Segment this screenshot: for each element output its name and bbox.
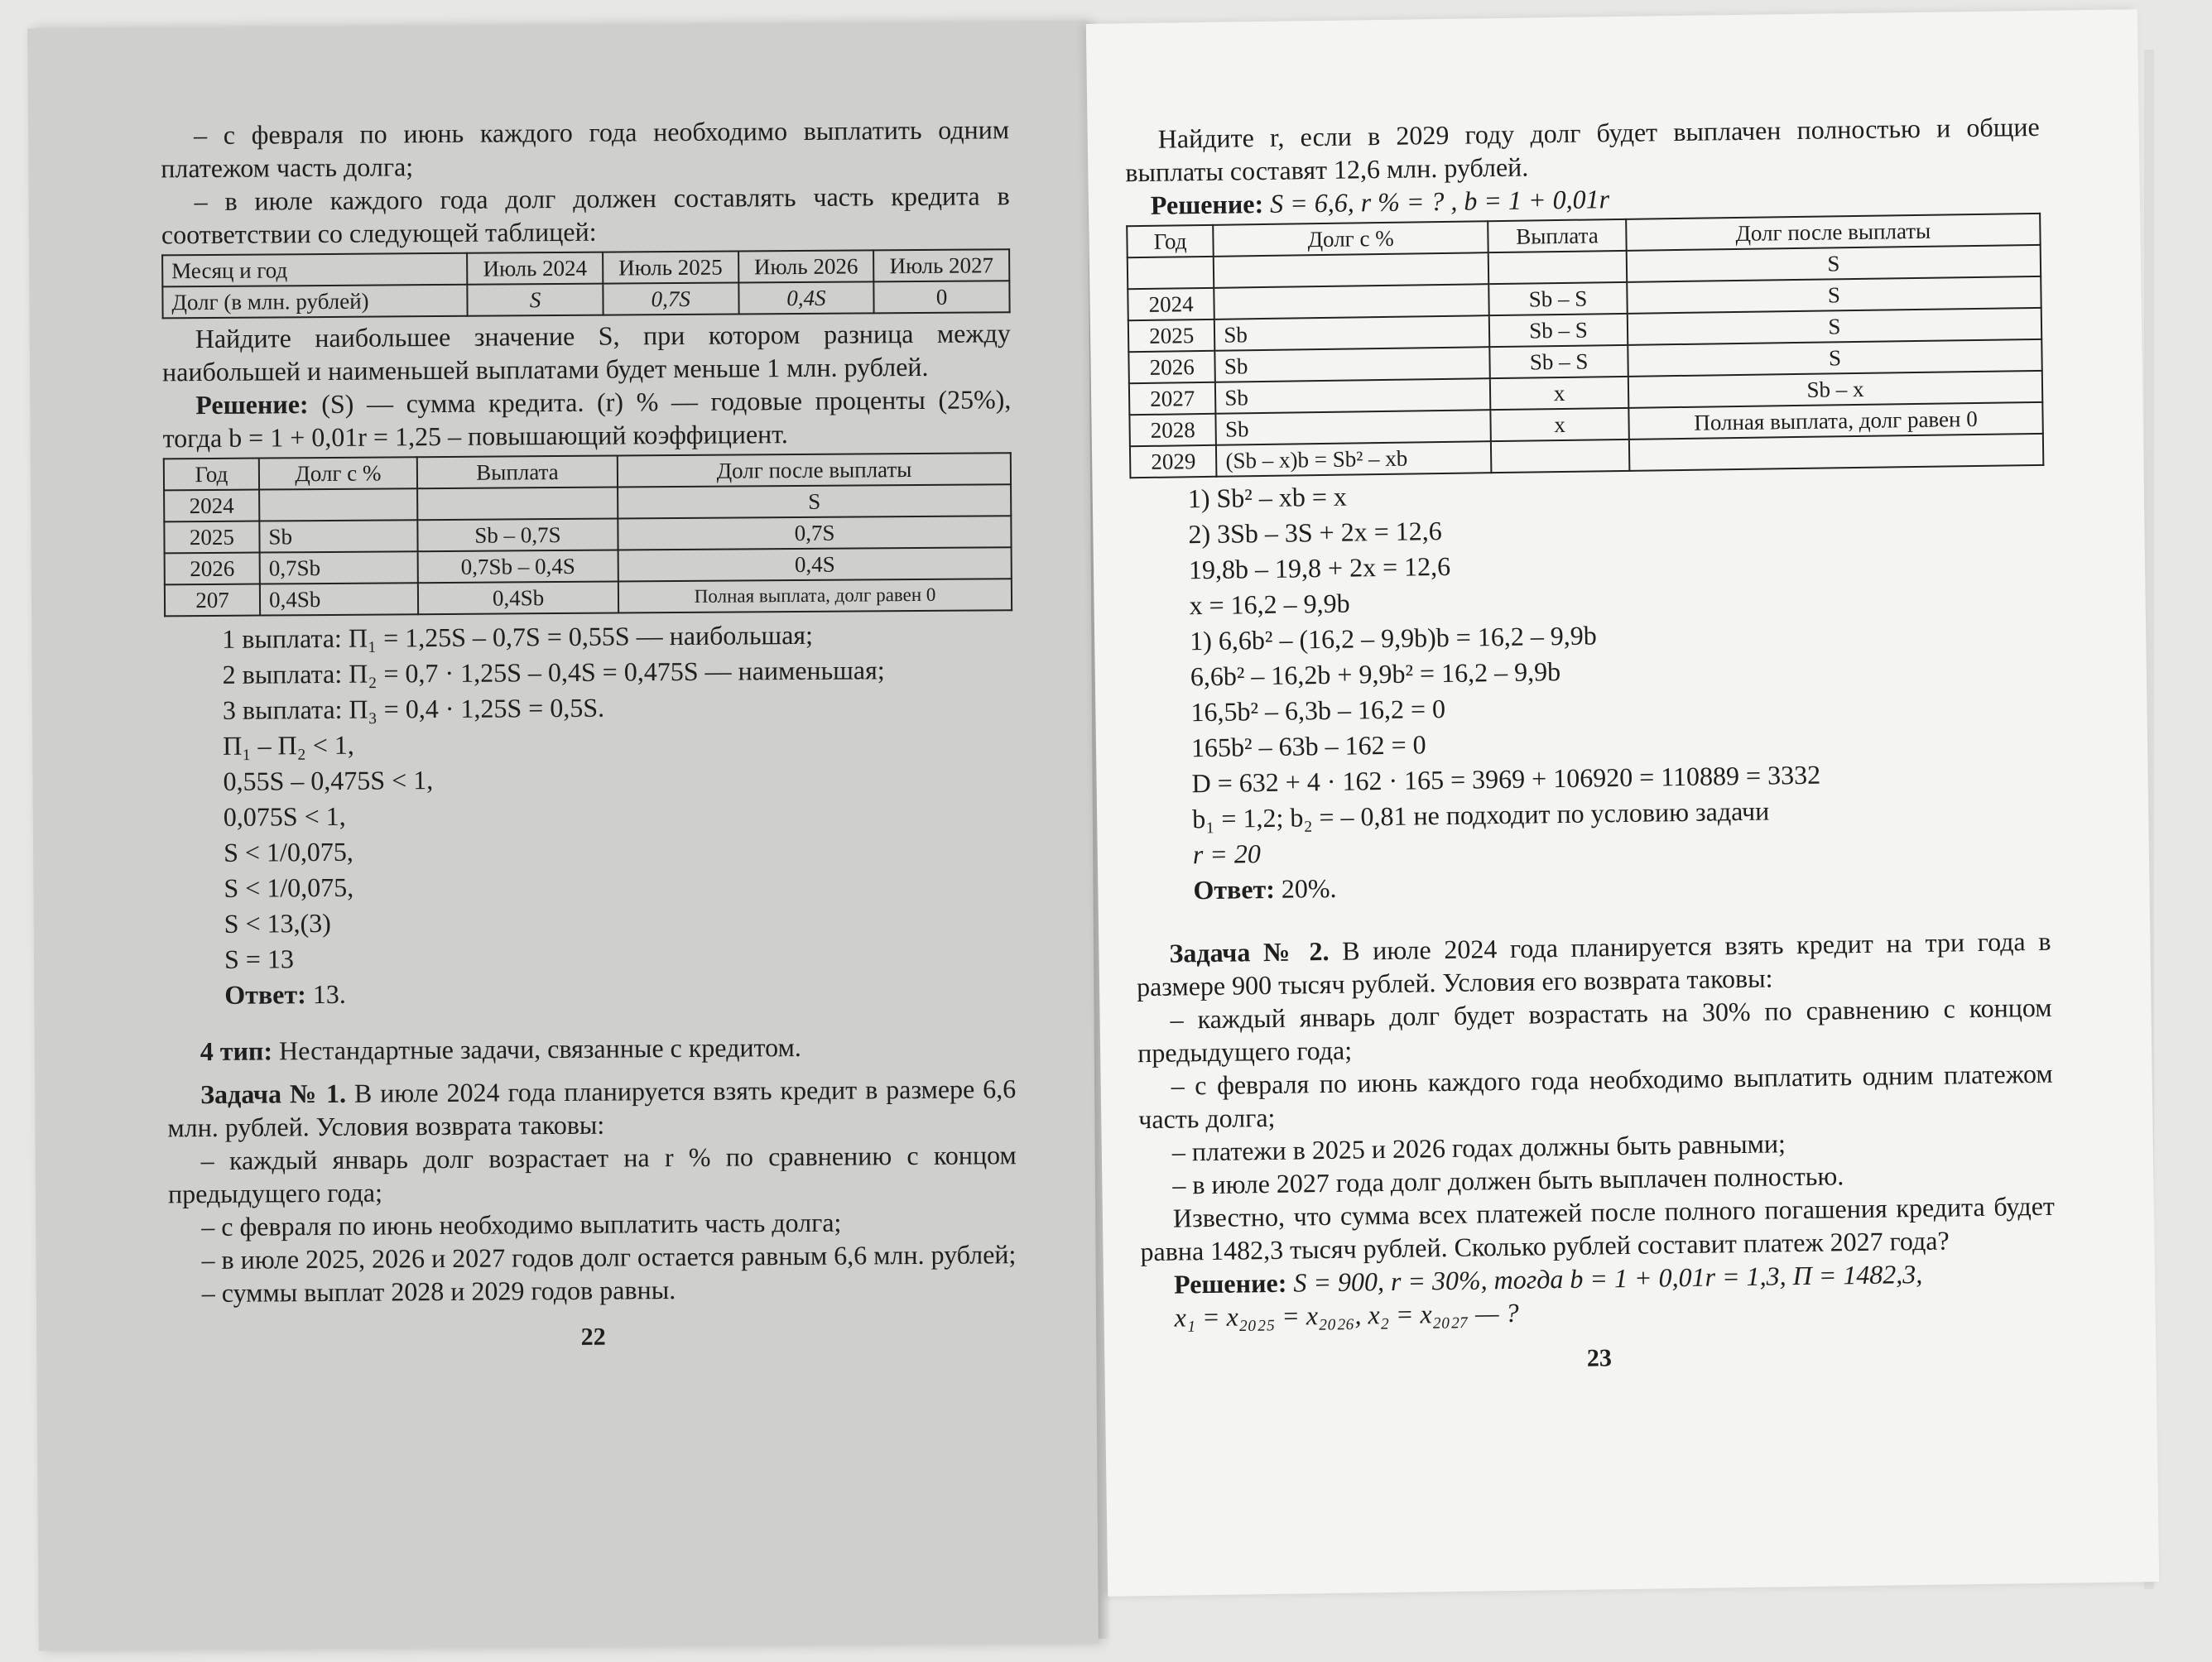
type4-heading bbox=[167, 1029, 1016, 1068]
table-cell bbox=[417, 488, 618, 521]
table-cell: 2024 bbox=[1128, 288, 1214, 320]
calc-line: 1) Sb² – xb = x bbox=[1187, 481, 1348, 514]
calc-line: 1) 6,6b² – (16,2 – 9,9b)b = 16,2 – 9,9b bbox=[1189, 620, 1598, 656]
table-cell: 0 bbox=[874, 281, 1010, 313]
calc-line: r = 20 bbox=[1192, 838, 1262, 870]
table-cell: S bbox=[1628, 308, 2042, 345]
task2-intro bbox=[1136, 925, 2051, 1003]
solution-label: Решение: bbox=[195, 389, 309, 420]
table-cell: x bbox=[1491, 408, 1629, 441]
table-cell: 2026 bbox=[1128, 351, 1215, 383]
right-page bbox=[1086, 9, 2159, 1597]
table-row bbox=[162, 281, 1009, 318]
table-cell bbox=[259, 488, 417, 521]
table-cell: 0,7Sb bbox=[260, 551, 418, 584]
right-question: Найдите r, если в 2029 году долг будет выплачен полностью и общие выплаты составят 12,6 млн. рублей. bbox=[1125, 111, 2040, 188]
table-row bbox=[165, 579, 1012, 616]
table-cell: Sb – S bbox=[1488, 282, 1627, 315]
task2-condition: – с февраля по июнь каждого года необходимо выплатить одним платежом часть долга; bbox=[1138, 1058, 2053, 1135]
calc-line: 2 выплата: П₂ = 0,7 · 1,25S – 0,4S = 0,475S — наименьшая; bbox=[222, 655, 885, 689]
left-question: Найдите наибольшее значение S, при котором разница между наибольшей и наименьшей выплатами будет меньше 1 млн. рублей. bbox=[161, 318, 1011, 387]
table-cell: Sb bbox=[1215, 347, 1490, 382]
table-cell bbox=[1214, 284, 1489, 319]
table-cell: 0,4Sb bbox=[418, 582, 619, 615]
left-calculations bbox=[164, 616, 1015, 1013]
table-cell: Sb bbox=[1214, 315, 1489, 351]
payment-table-right bbox=[1126, 213, 2044, 478]
task2-question: Известно, что сумма всех платежей после полного погашения кредита будет равна 1482,3 тысяч рублей. Сколько рублей составит платеж 2027 года? bbox=[1140, 1190, 2056, 1267]
task1-condition: – в июле 2025, 2026 и 2027 годов долг остается равным 6,6 млн. рублей; bbox=[201, 1239, 1017, 1275]
calc-line: S < 1/0,075, bbox=[224, 872, 354, 903]
calc-line: x = 16,2 – 9,9b bbox=[1189, 588, 1350, 621]
table-cell: S bbox=[1627, 245, 2041, 282]
calc-line: S < 1/0,075, bbox=[224, 836, 353, 867]
answer-value: 20%. bbox=[1281, 872, 1337, 904]
table-header: Долг после выплаты bbox=[618, 453, 1011, 487]
solution-text: S = 6,6, r % = ? , b = 1 + 0,01r bbox=[1269, 184, 1610, 219]
payment-table bbox=[163, 452, 1012, 617]
answer-line bbox=[166, 972, 1015, 1013]
table-cell: Sb bbox=[1216, 410, 1491, 445]
calc-line: П₁ – П₂ < 1, bbox=[223, 729, 354, 761]
table-cell: Sb bbox=[259, 520, 417, 552]
left-condition-2: – в июле каждого года долг должен составлять часть кредита в соответствии со следующей таблицей: bbox=[161, 180, 1010, 250]
calc-line: 3 выплата: П₃ = 0,4 · 1,25S = 0,5S. bbox=[222, 692, 605, 725]
answer-value: 13. bbox=[312, 978, 346, 1010]
task1-label: Задача № 1. bbox=[200, 1078, 347, 1110]
table-cell: 2026 bbox=[165, 553, 260, 585]
calc-line: D = 632 + 4 · 162 · 165 = 3969 + 106920 = 110889 = 3332 bbox=[1191, 759, 1821, 799]
table-cell: 0,4Sb bbox=[260, 583, 418, 615]
task2-condition: – в июле 2027 года долг должен быть выплачен полностью. bbox=[1172, 1160, 1844, 1200]
table-cell: 0,7S bbox=[603, 283, 738, 315]
left-solution bbox=[162, 382, 1012, 454]
task2-condition: – платежи в 2025 и 2026 годах должны быть равными; bbox=[1171, 1128, 1786, 1167]
table-header: Июль 2027 bbox=[873, 249, 1009, 281]
calc-line: 1 выплата: П₁ = 1,25S – 0,7S = 0,55S — наибольшая; bbox=[222, 619, 814, 654]
table-cell: Sb – x bbox=[1628, 371, 2043, 408]
table-cell: Sb – 0,7S bbox=[417, 519, 618, 552]
solution-text: S = 900, r = 30%, тогда b = 1 + 0,01r = 1,3, П = 1482,3, bbox=[1293, 1258, 1923, 1298]
table-header: Год bbox=[1127, 225, 1214, 257]
table-cell: Полная выплата, долг равен 0 bbox=[618, 579, 1012, 612]
table-cell: 2024 bbox=[164, 490, 259, 522]
table-cell: 0,7S bbox=[618, 516, 1011, 550]
table-cell bbox=[1214, 252, 1488, 288]
left-page bbox=[27, 22, 1099, 1651]
table-cell: 0,4S bbox=[618, 547, 1012, 581]
table-header: Выплата bbox=[417, 456, 618, 489]
task1-intro bbox=[167, 1072, 1017, 1144]
table-cell: S bbox=[618, 484, 1011, 518]
table-header: Долг с % bbox=[1214, 221, 1488, 257]
table-cell bbox=[1128, 257, 1214, 289]
table-header: Июль 2024 bbox=[467, 252, 603, 285]
solution-label: Решение: bbox=[1173, 1267, 1287, 1299]
calc-line: b₁ = 1,2; b₂ = – 0,81 не подходит по условию задачи bbox=[1191, 795, 1770, 834]
task2-text: В июле 2024 года планируется взять кредит на три года в размере 900 тысяч рублей. Условия его возврата таковы: bbox=[1136, 925, 2051, 1002]
table-header: Июль 2025 bbox=[603, 252, 738, 284]
table-header: Месяц и год bbox=[162, 253, 468, 287]
task2-solution-line2: x₁ = x₂₀₂₅ = x₂₀₂₆, x₂ = x₂₀₂₇ — ? bbox=[1174, 1297, 1519, 1333]
table-header: Долг с % bbox=[259, 457, 417, 489]
right-calculations bbox=[1130, 469, 2051, 909]
task1-condition: – каждый январь долг возрастает на r % по сравнению с концом предыдущего года; bbox=[167, 1140, 1017, 1209]
calc-line: 165b² – 63b – 162 = 0 bbox=[1190, 729, 1426, 763]
table-cell: 2028 bbox=[1129, 414, 1216, 446]
answer-label: Ответ: bbox=[224, 979, 306, 1010]
table-cell: Sb – S bbox=[1489, 345, 1628, 378]
calc-line: 6,6b² – 16,2b + 9,9b² = 16,2 – 9,9b bbox=[1190, 656, 1561, 692]
debt-schedule-table bbox=[161, 248, 1011, 319]
calc-line: 19,8b – 19,8 + 2x = 12,6 bbox=[1188, 550, 1451, 585]
table-header: Июль 2026 bbox=[738, 250, 874, 282]
table-cell: Sb – S bbox=[1489, 314, 1628, 347]
table-cell: 207 bbox=[165, 584, 260, 617]
table-cell: (Sb – x)b = Sb² – xb bbox=[1216, 441, 1491, 477]
table-header: Долг после выплаты bbox=[1626, 214, 2041, 251]
table-cell: 2025 bbox=[1128, 319, 1215, 352]
table-cell: 0,4S bbox=[738, 281, 874, 314]
table-cell: 2029 bbox=[1130, 445, 1217, 478]
table-cell bbox=[1488, 251, 1627, 284]
solution-text: (S) — сумма кредита. (r) % — годовые проценты (25%), тогда b = 1 + 0,01r = 1,25 – повышающий коэффициент. bbox=[162, 384, 1012, 454]
table-cell: 2027 bbox=[1129, 382, 1216, 415]
table-cell: S bbox=[1627, 276, 2041, 314]
table-cell: Полная выплата, долг равен 0 bbox=[1628, 402, 2043, 440]
type4-text: Нестандартные задачи, связанные с кредитом. bbox=[278, 1031, 801, 1066]
task1-text: В июле 2024 года планируется взять кредит в размере 6,6 млн. рублей. Условия возврата таковы: bbox=[167, 1074, 1017, 1143]
type4-label: 4 тип: bbox=[200, 1035, 273, 1067]
table-cell: Долг (в млн. рублей) bbox=[162, 285, 468, 319]
page-number-left: 22 bbox=[580, 1323, 606, 1351]
task1-condition: – с февраля по июнь необходимо выплатить часть долга; bbox=[201, 1207, 842, 1242]
left-condition-1: – с февраля по июнь каждого года необходимо выплатить одним платежом часть долга; bbox=[161, 114, 1010, 184]
table-cell: 0,7Sb – 0,4S bbox=[418, 550, 619, 584]
calc-line: 16,5b² – 6,3b – 16,2 = 0 bbox=[1190, 693, 1446, 728]
task2-label: Задача № 2. bbox=[1169, 935, 1330, 968]
table-cell: S bbox=[468, 284, 603, 316]
calc-line: S = 13 bbox=[224, 944, 294, 974]
calc-line: 0,075S < 1, bbox=[223, 800, 346, 832]
table-cell bbox=[1629, 434, 2044, 471]
page-number-right: 23 bbox=[1586, 1344, 1613, 1372]
table-cell bbox=[1491, 440, 1629, 473]
table-cell: Sb bbox=[1215, 378, 1490, 414]
table-cell: S bbox=[1628, 339, 2042, 377]
answer-label: Ответ: bbox=[1193, 873, 1276, 905]
task1-condition: – суммы выплат 2028 и 2029 годов равны. bbox=[201, 1275, 676, 1309]
task2-condition: – каждый январь долг будет возрастать на 30% по сравнению с концом предыдущего года; bbox=[1137, 992, 2052, 1069]
table-header: Год bbox=[164, 459, 259, 491]
solution-label: Решение: bbox=[1150, 188, 1264, 220]
calc-line: 2) 3Sb – 3S + 2x = 12,6 bbox=[1188, 516, 1442, 550]
table-cell: 2025 bbox=[164, 521, 259, 554]
table-cell: x bbox=[1490, 377, 1628, 410]
calc-line: S < 13,(3) bbox=[224, 907, 332, 939]
table-header: Выплата bbox=[1488, 219, 1626, 252]
calc-line: 0,55S – 0,475S < 1, bbox=[223, 765, 434, 796]
